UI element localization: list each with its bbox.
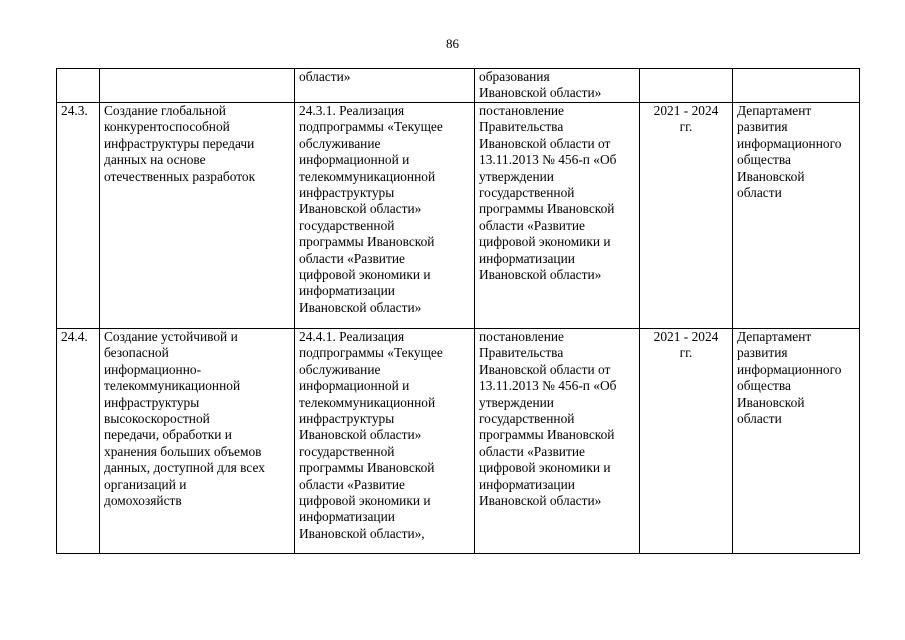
cell-activity: 24.3.1. Реализация подпрограммы «Текущее обслуживание информационной и телекоммуникационной инфраструктуры Ивановской области» государственной программы Ивановской области «Развитие цифровой экономики и информатизации Ивановской области» xyxy=(295,103,475,329)
cell-executor xyxy=(733,69,860,103)
cell-basis: постановление Правительства Ивановской области от 13.11.2013 № 456-п «Об утверждении государственной программы Ивановской области «Развитие цифровой экономики и информатизации Ивановской области» xyxy=(475,329,640,554)
table-row-continuation xyxy=(57,69,860,103)
cell-period: 2021 - 2024 гг. xyxy=(640,103,733,329)
cell-num xyxy=(57,69,100,103)
cell-period: 2021 - 2024 гг. xyxy=(640,329,733,554)
cell-executor: Департамент развития информационного общества Ивановской области xyxy=(733,329,860,554)
cell-num: 24.4. xyxy=(57,329,100,554)
cell-task: Создание глобальной конкурентоспособной инфраструктуры передачи данных на основе отечественных разработок xyxy=(100,103,295,329)
page-number: 86 xyxy=(446,36,459,51)
table-row xyxy=(57,329,860,554)
cell-num: 24.3. xyxy=(57,103,100,329)
cell-activity: 24.4.1. Реализация подпрограммы «Текущее обслуживание информационной и телекоммуникационной инфраструктуры Ивановской области» государственной программы Ивановской области «Развитие цифровой экономики и информатизации Ивановской области», xyxy=(295,329,475,554)
cell-activity: области» xyxy=(295,69,475,103)
cell-task: Создание устойчивой и безопасной информационно- телекоммуникационной инфраструктуры высокоскоростной передачи, обработки и хранения больших объемов данных, доступной для всех организаций и домохозяйств xyxy=(100,329,295,554)
cell-executor: Департамент развития информационного общества Ивановской области xyxy=(733,103,860,329)
cell-task xyxy=(100,69,295,103)
cell-period xyxy=(640,69,733,103)
measures-table xyxy=(56,68,860,554)
cell-basis: образования Ивановской области» xyxy=(475,69,640,103)
table-row xyxy=(57,103,860,329)
cell-basis: постановление Правительства Ивановской области от 13.11.2013 № 456-п «Об утверждении государственной программы Ивановской области «Развитие цифровой экономики и информатизации Ивановской области» xyxy=(475,103,640,329)
